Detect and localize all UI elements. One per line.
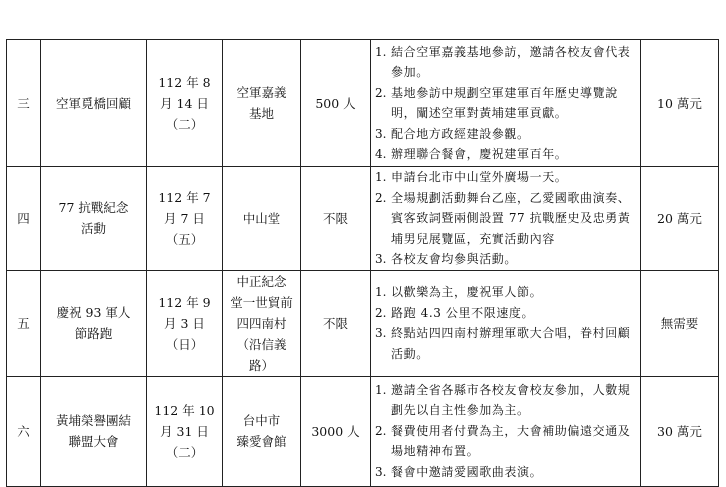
activity-title-line: 黃埔榮譽團結 (55, 413, 131, 428)
participant-count: 不限 (322, 210, 348, 226)
venue-cell (223, 376, 301, 486)
item-text: 各校友會均參與活動。 (391, 252, 518, 266)
item-number: 4. (375, 147, 387, 161)
activity-venue-line: 路） (248, 357, 274, 373)
activity-venue-line: 四四南村 (236, 315, 287, 331)
list-item (375, 421, 636, 462)
item-text: 基地參訪中規劃空軍建軍百年歷史導覽說明，闡述空軍對黃埔建軍貢獻。 (391, 85, 618, 120)
activity-table (6, 39, 719, 487)
activity-venue-line: 臻愛會館 (236, 434, 287, 449)
seq-cell (7, 167, 41, 271)
item-number: 3. (375, 326, 387, 340)
people-cell (301, 167, 371, 271)
activity-venue-line: 中山堂 (242, 210, 281, 226)
item-number: 3. (375, 126, 387, 141)
activity-date-line: （日） (165, 336, 204, 352)
date-cell (147, 376, 223, 486)
seq-number: 四 (17, 210, 30, 226)
item-number: 2. (375, 85, 387, 100)
list-item (375, 282, 636, 303)
activity-date-line: 112 年 8 (158, 74, 211, 90)
budget-amount: 20 萬元 (657, 210, 702, 226)
seq-number: 五 (17, 315, 30, 331)
date-cell (147, 40, 223, 167)
seq-cell (7, 376, 41, 486)
title-cell (41, 40, 147, 167)
activity-table-wrapper (6, 39, 718, 487)
activity-date-line: （五） (165, 231, 204, 247)
list-item (375, 83, 636, 124)
title-cell (41, 376, 147, 486)
seq-cell (7, 270, 41, 376)
list-item (375, 144, 636, 165)
items-cell (371, 40, 641, 167)
budget-cell (641, 376, 719, 486)
activity-venue-line: 台中市 (242, 413, 281, 428)
item-number: 3. (375, 252, 387, 266)
budget-amount: 10 萬元 (657, 95, 702, 111)
participant-count: 不限 (322, 315, 348, 331)
item-text: 餐費使用者付費為主，大會補助偏遠交通及場地精神布置。 (391, 423, 631, 459)
list-item (375, 124, 636, 145)
activity-items-list (375, 282, 636, 364)
item-text: 全場規劃活動舞台乙座，乙愛國歌曲演奏、賓客致詞暨兩側設置 77 抗戰歷史及忠勇黃埔男兒展覽區，充實活動內容 (391, 190, 631, 246)
item-text: 結合空軍嘉義基地參訪，邀請各校友會代表參加。 (391, 44, 631, 79)
activity-title-line: 77 抗戰紀念 (58, 200, 129, 216)
date-cell (147, 270, 223, 376)
list-item (375, 188, 636, 250)
list-item (375, 380, 636, 421)
activity-venue-line: 空軍嘉義 (236, 85, 287, 100)
item-text: 配合地方政經建設參觀。 (391, 126, 530, 141)
participant-count: 500 人 (315, 95, 356, 111)
list-item (375, 167, 636, 188)
item-number: 2. (375, 423, 387, 438)
item-text: 路跑 4.3 公里不限速度。 (391, 305, 535, 320)
table-row (7, 167, 719, 271)
activity-table-body (7, 40, 719, 487)
item-text: 邀請全省各縣市各校友會校友參加，人數規劃先以自主性參加為主。 (391, 382, 631, 418)
activity-title-line: 節路跑 (74, 326, 113, 341)
table-row (7, 40, 719, 167)
activity-date-line: 月 7 日 (164, 210, 205, 226)
budget-cell (641, 270, 719, 376)
item-number: 2. (375, 190, 387, 205)
item-number: 1. (375, 44, 387, 59)
budget-cell (641, 167, 719, 271)
table-row (7, 376, 719, 486)
item-text: 終點站四四南村辦理軍歌大合唱，眷村回顧活動。 (391, 326, 631, 361)
people-cell (301, 376, 371, 486)
list-item (375, 303, 636, 324)
activity-date-line: 月 14 日 (160, 95, 209, 111)
activity-date-line: 112 年 7 (158, 189, 211, 205)
items-cell (371, 270, 641, 376)
activity-title-line: 慶祝 93 軍人 (56, 305, 131, 320)
venue-cell (223, 167, 301, 271)
activity-venue-line: 堂一世貿前 (230, 294, 293, 310)
item-text: 餐會中邀請愛國歌曲表演。 (391, 464, 543, 479)
people-cell (301, 40, 371, 167)
item-number: 3. (375, 464, 387, 479)
seq-number: 三 (17, 95, 30, 111)
activity-date-line: 112 年 10 (154, 402, 215, 418)
activity-date-line: 月 3 日 (164, 315, 205, 331)
budget-amount: 無需要 (660, 315, 699, 331)
activity-venue-line: （沿信義 (236, 336, 287, 352)
items-cell (371, 376, 641, 486)
people-cell (301, 270, 371, 376)
item-number: 1. (375, 170, 387, 184)
venue-cell (223, 270, 301, 376)
activity-date-line: 112 年 9 (158, 294, 211, 310)
participant-count: 3000 人 (311, 423, 360, 439)
activity-items-list (375, 42, 636, 165)
activity-venue-line: 中正紀念 (236, 273, 287, 289)
activity-title-line: 空軍覓橋回顧 (55, 95, 131, 111)
items-cell (371, 167, 641, 271)
activity-date-line: （二） (165, 116, 204, 132)
item-text: 申請台北市中山堂外廣場一天。 (391, 170, 568, 184)
activity-venue-line: 基地 (248, 106, 274, 121)
budget-cell (641, 40, 719, 167)
item-text: 以歡樂為主，慶祝軍人節。 (391, 285, 543, 299)
venue-cell (223, 40, 301, 167)
date-cell (147, 167, 223, 271)
activity-items-list (375, 380, 636, 483)
title-cell (41, 270, 147, 376)
list-item (375, 249, 636, 270)
title-cell (41, 167, 147, 271)
activity-title-line: 聯盟大會 (68, 434, 119, 449)
item-text: 辦理聯合餐會，慶祝建軍百年。 (391, 147, 568, 161)
item-number: 2. (375, 305, 387, 320)
item-number: 1. (375, 382, 387, 397)
seq-number: 六 (17, 423, 30, 439)
list-item (375, 323, 636, 364)
list-item (375, 462, 636, 483)
activity-title-line: 活動 (80, 221, 106, 237)
table-row (7, 270, 719, 376)
activity-items-list (375, 167, 636, 270)
seq-cell (7, 40, 41, 167)
budget-amount: 30 萬元 (657, 423, 702, 439)
item-number: 1. (375, 285, 387, 299)
activity-date-line: 月 31 日 (160, 423, 209, 439)
list-item (375, 42, 636, 83)
activity-date-line: （二） (165, 444, 204, 460)
